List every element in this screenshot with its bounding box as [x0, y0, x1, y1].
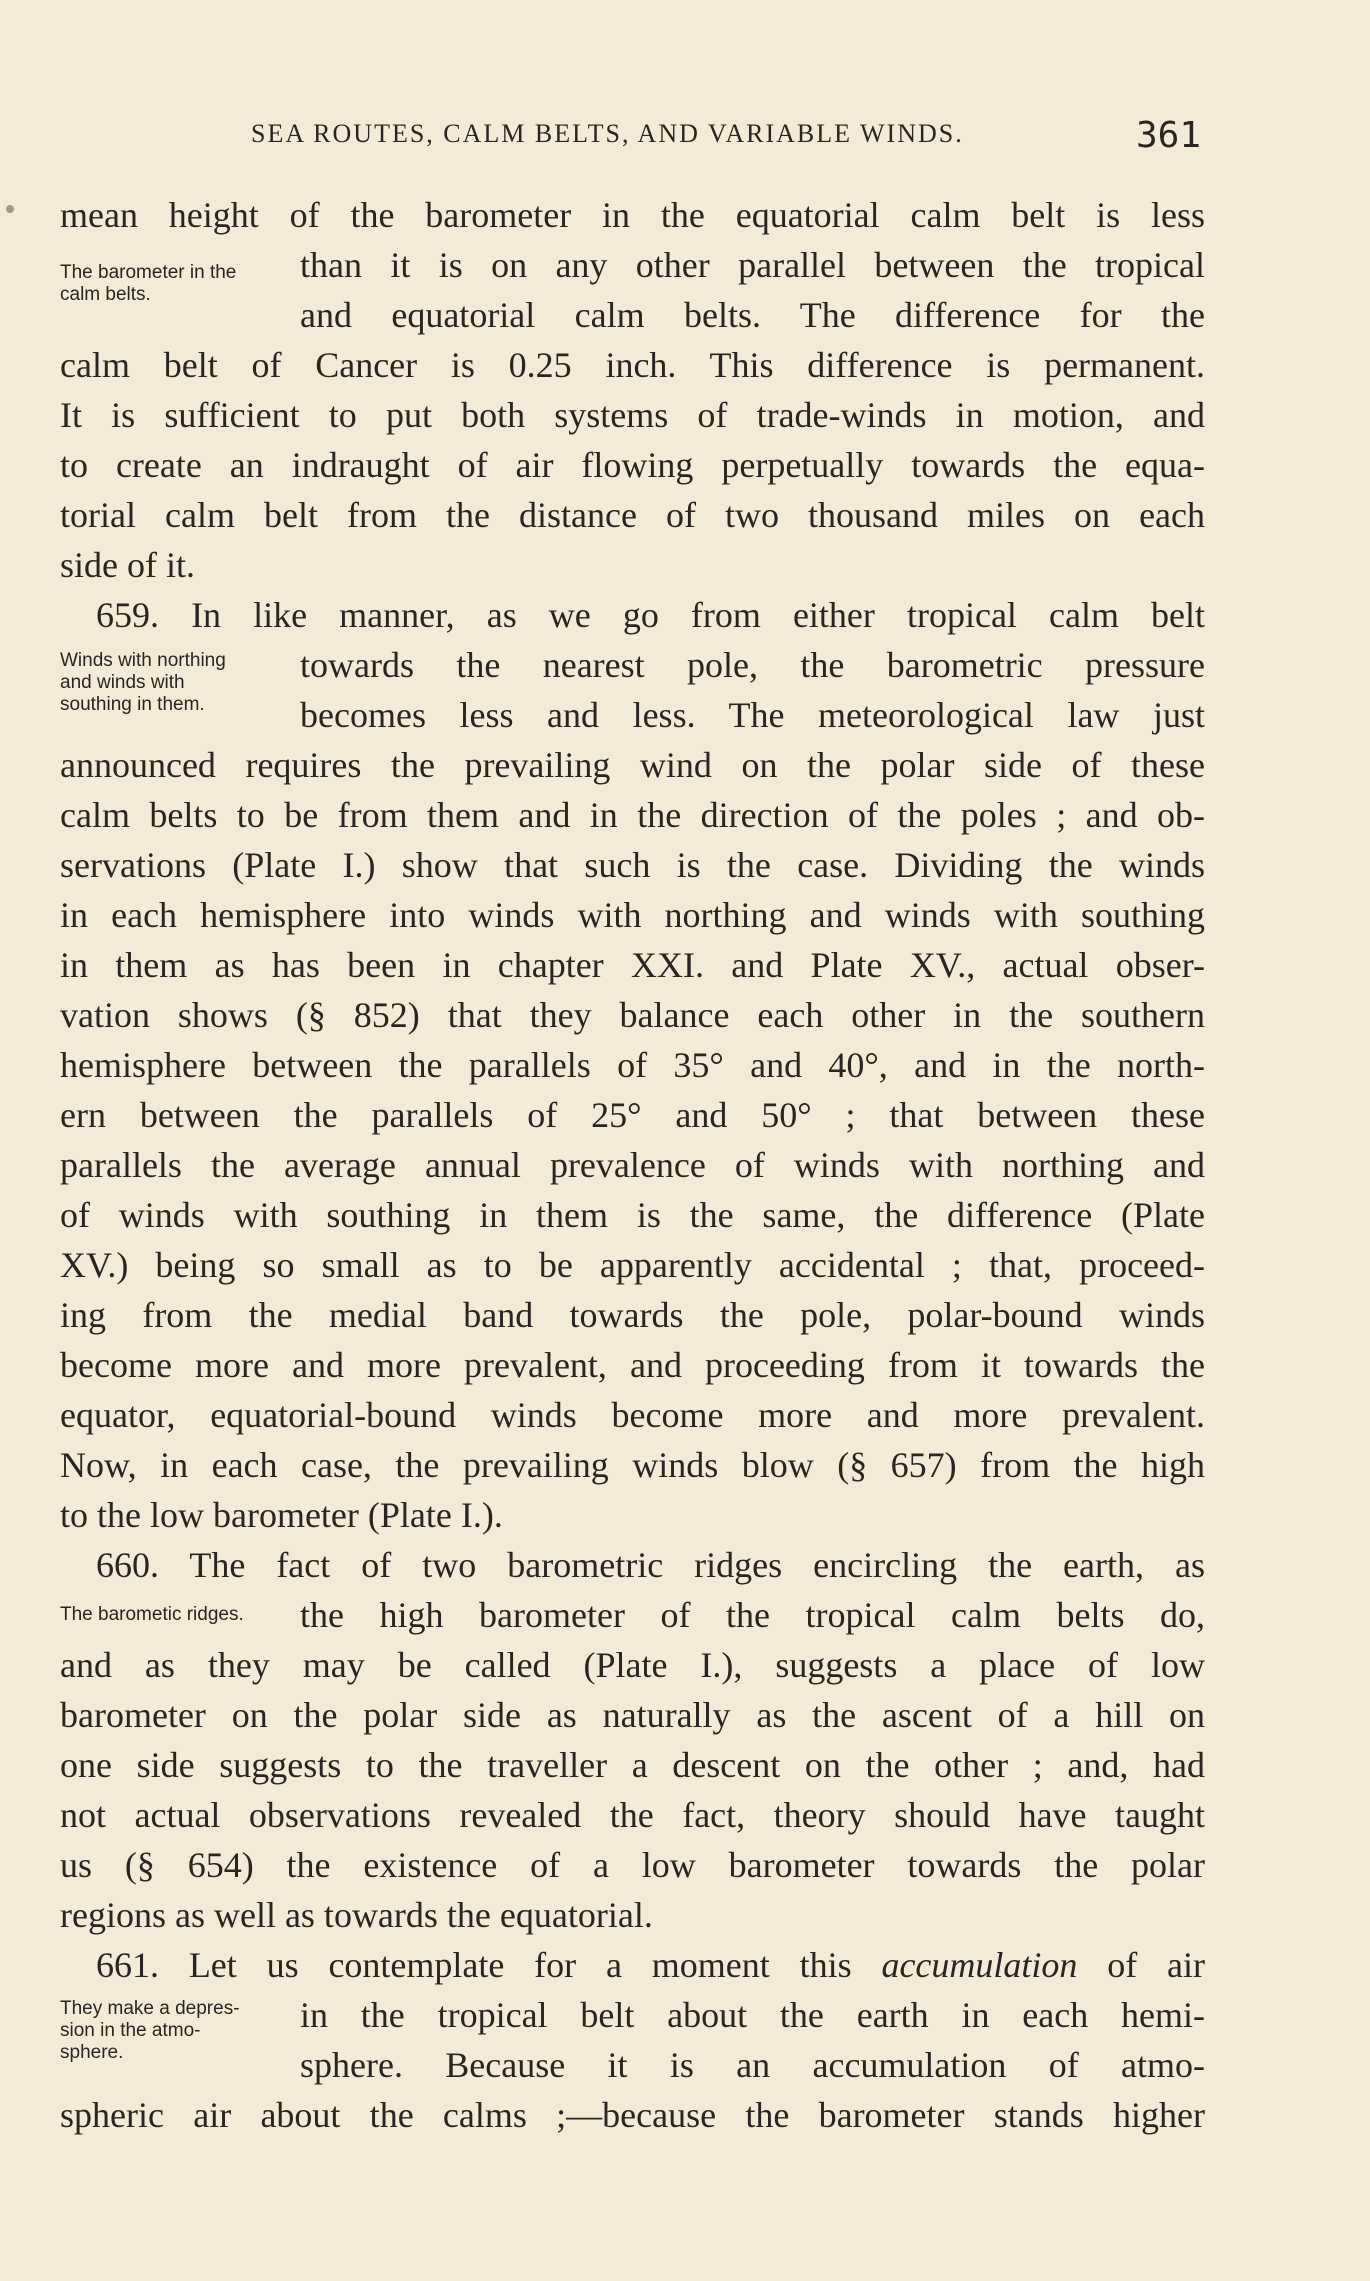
text-line: to create an indraught of air flowing perpetually towards the equa-	[60, 445, 1205, 485]
text-line: hemisphere between the parallels of 35° and 40°, and in the north-	[60, 1045, 1205, 1085]
sidenote-line: They make a depres-	[60, 1998, 240, 2019]
text-line: in them as has been in chapter XXI. and Plate XV., actual obser-	[60, 945, 1205, 985]
sidenote-line: The barometic ridges.	[60, 1604, 244, 1625]
text-line: and as they may be called (Plate I.), suggests a place of low	[60, 1645, 1205, 1685]
text-line: us (§ 654) the existence of a low barometer towards the polar	[60, 1845, 1205, 1885]
sidenote-line: sion in the atmo-	[60, 2020, 201, 2041]
text-line: side of it.	[60, 545, 195, 585]
text-line: of winds with southing in them is the same, the difference (Plate	[60, 1195, 1205, 1235]
text-line: becomes less and less. The meteorological law just	[300, 695, 1205, 735]
sidenote-depression	[60, 1998, 240, 2064]
text-line: torial calm belt from the distance of two thousand miles on each	[60, 495, 1205, 535]
text-line: towards the nearest pole, the barometric pressure	[300, 645, 1205, 685]
running-head	[251, 115, 1201, 155]
text-line: in the tropical belt about the earth in each hemi-	[300, 1995, 1205, 2035]
sidenote-line: sphere.	[60, 2042, 124, 2063]
text-line: barometer on the polar side as naturally as the ascent of a hill on	[60, 1695, 1205, 1735]
text-line: calm belts to be from them and in the direction of the poles ; and ob-	[60, 795, 1205, 835]
text-span: of air	[1107, 1945, 1206, 1985]
margin-mark	[6, 205, 14, 213]
text-line: in each hemisphere into winds with northing and winds with southing	[60, 895, 1205, 935]
text-line: one side suggests to the traveller a descent on the other ; and, had	[60, 1745, 1205, 1785]
text-line: than it is on any other parallel between the tropical	[300, 245, 1205, 285]
text-span: 661. Let us contemplate for a moment this	[96, 1945, 852, 1985]
emphasis-accumulation: accumulation	[881, 1945, 1078, 1985]
sidenote-northing	[60, 650, 226, 716]
text-line: not actual observations revealed the fact, theory should have taught	[60, 1795, 1205, 1835]
text-line: It is sufficient to put both systems of trade-winds in motion, and	[60, 395, 1205, 435]
sidenote-line: Winds with northing	[60, 650, 226, 671]
text-line: to the low barometer (Plate I.).	[60, 1495, 503, 1535]
sidenote-ridges	[60, 1604, 244, 1626]
text-line: mean height of the barometer in the equatorial calm belt is less	[60, 195, 1205, 235]
text-line: calm belt of Cancer is 0.25 inch. This difference is permanent.	[60, 345, 1205, 385]
text-line: and equatorial calm belts. The difference for the	[300, 295, 1205, 335]
text-line: sphere. Because it is an accumulation of atmo-	[300, 2045, 1205, 2085]
text-line: XV.) being so small as to be apparently accidental ; that, proceed-	[60, 1245, 1205, 1285]
sidenote-line: and winds with	[60, 672, 185, 693]
text-line: become more and more prevalent, and proceeding from it towards the	[60, 1345, 1205, 1385]
paragraph-661-start	[96, 1940, 1205, 1990]
sidenote-line: calm belts.	[60, 284, 151, 305]
text-line: parallels the average annual prevalence of winds with northing and	[60, 1145, 1205, 1185]
sidenote-barometer	[60, 262, 236, 306]
text-line: the high barometer of the tropical calm belts do,	[300, 1595, 1205, 1635]
text-line: Now, in each case, the prevailing winds blow (§ 657) from the high	[60, 1445, 1205, 1485]
text-line: spheric air about the calms ;—because the barometer stands higher	[60, 2095, 1205, 2135]
text-line: announced requires the prevailing wind on the polar side of these	[60, 745, 1205, 785]
paragraph-659-start: 659. In like manner, as we go from either tropical calm belt	[96, 595, 1205, 635]
sidenote-line: The barometer in the	[60, 262, 237, 283]
paragraph-660-start: 660. The fact of two barometric ridges encircling the earth, as	[96, 1545, 1205, 1585]
sidenote-line: southing in them.	[60, 694, 205, 715]
text-line: equator, equatorial-bound winds become more and more prevalent.	[60, 1395, 1205, 1435]
text-line: vation shows (§ 852) that they balance each other in the southern	[60, 995, 1205, 1035]
running-title: SEA ROUTES, CALM BELTS, AND VARIABLE WINDS.	[251, 119, 964, 148]
text-line: servations (Plate I.) show that such is the case. Dividing the winds	[60, 845, 1205, 885]
text-line: ern between the parallels of 25° and 50° ; that between these	[60, 1095, 1205, 1135]
text-line: ing from the medial band towards the pole, polar-bound winds	[60, 1295, 1205, 1335]
page-number: 361	[1135, 115, 1201, 156]
text-line: regions as well as towards the equatorial.	[60, 1895, 653, 1935]
